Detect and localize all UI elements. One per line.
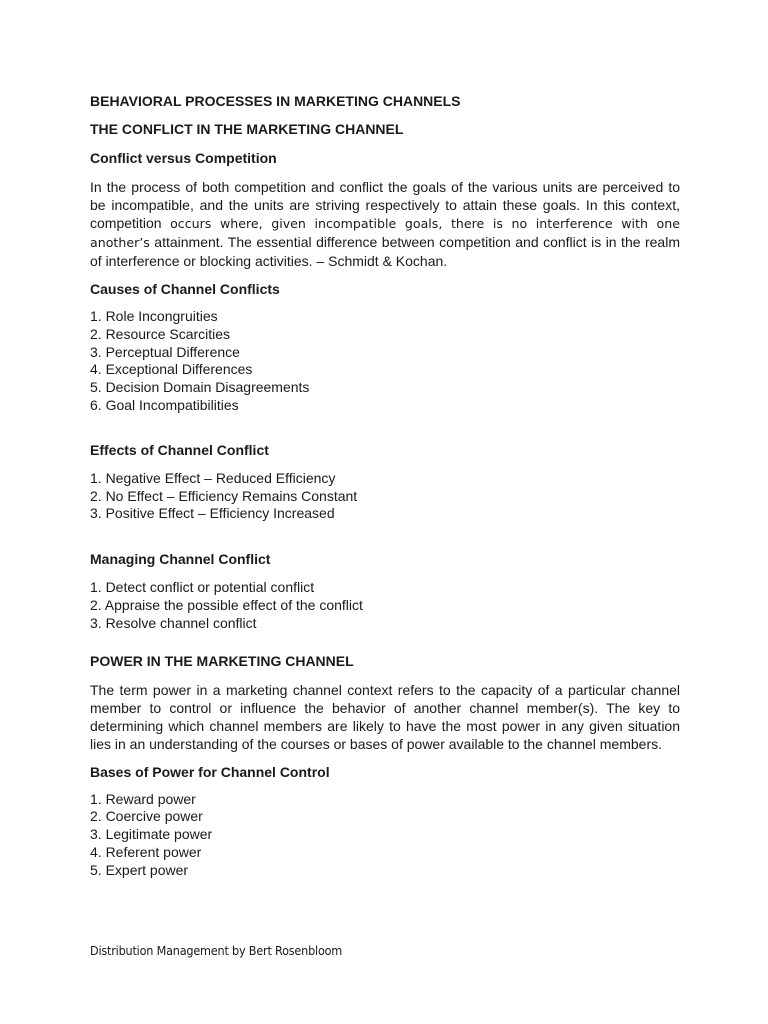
subheading-causes: Causes of Channel Conflicts — [90, 281, 280, 297]
list-item: 4. Exceptional Differences — [90, 361, 253, 378]
section-heading-power: POWER IN THE MARKETING CHANNEL — [90, 652, 354, 669]
document-page — [90, 92, 680, 880]
section-heading-conflict: THE CONFLICT IN THE MARKETING CHANNEL — [90, 121, 404, 137]
list-item: 2. Resource Scarcities — [90, 325, 231, 342]
list-item: 5. Decision Domain Disagreements — [90, 379, 310, 396]
bases-list — [90, 791, 680, 880]
causes-list — [90, 308, 680, 415]
list-item: 3. Positive Effect – Efficiency Increased — [90, 505, 335, 522]
list-item: 3. Perceptual Difference — [90, 343, 240, 360]
managing-list — [90, 579, 680, 632]
list-item: 3. Resolve channel conflict — [90, 614, 257, 631]
page-footer: Distribution Management by Bert Rosenbloom — [90, 943, 343, 958]
paragraph-conflict-vs-competition — [90, 178, 680, 270]
list-item: 2. Coercive power — [90, 808, 203, 825]
list-item: 6. Goal Incompatibilities — [90, 396, 239, 413]
subheading-conflict-vs-competition: Conflict versus Competition — [90, 150, 277, 166]
list-item: 2. Appraise the possible effect of the conflict — [90, 596, 363, 613]
paragraph-power: The term power in a marketing channel context refers to the capacity of a particular channel member to control or influence the behavior of another channel member(s). The key to determining which channel members are likely to have the most power in any given situation lies in an understanding of the courses or bases of power available to the channel members. — [90, 681, 680, 752]
list-item: 1. Detect conflict or potential conflict — [90, 579, 315, 596]
subheading-effects: Effects of Channel Conflict — [90, 441, 269, 458]
list-item: 4. Referent power — [90, 843, 202, 860]
list-item: 1. Role Incongruities — [90, 308, 218, 324]
list-item: 2. No Effect – Efficiency Remains Constant — [90, 487, 358, 504]
list-item: 5. Expert power — [90, 861, 189, 878]
paragraph-text-part3: attainment. The essential difference between competition and conflict is in the realm of interference or blocking activities. – Schmidt & Kochan. — [90, 234, 680, 269]
list-item: 3. Legitimate power — [90, 826, 213, 843]
effects-list — [90, 470, 680, 523]
list-item: 1. Reward power — [90, 790, 196, 807]
list-item: 1. Negative Effect – Reduced Efficiency — [90, 469, 336, 486]
document-title: BEHAVIORAL PROCESSES IN MARKETING CHANNELS — [90, 93, 461, 109]
subheading-bases-of-power: Bases of Power for Channel Control — [90, 763, 330, 780]
subheading-managing: Managing Channel Conflict — [90, 551, 271, 568]
paragraph-text-part1: In the process of both competition and conflict the goals of the various units are perceived to be incompatible, and the units are striving respectively to attain these goals. In this context, competition — [90, 179, 680, 231]
paragraph-text-part2: occurs where, given incompatible goals, there is no interference with one another’s — [90, 216, 680, 250]
